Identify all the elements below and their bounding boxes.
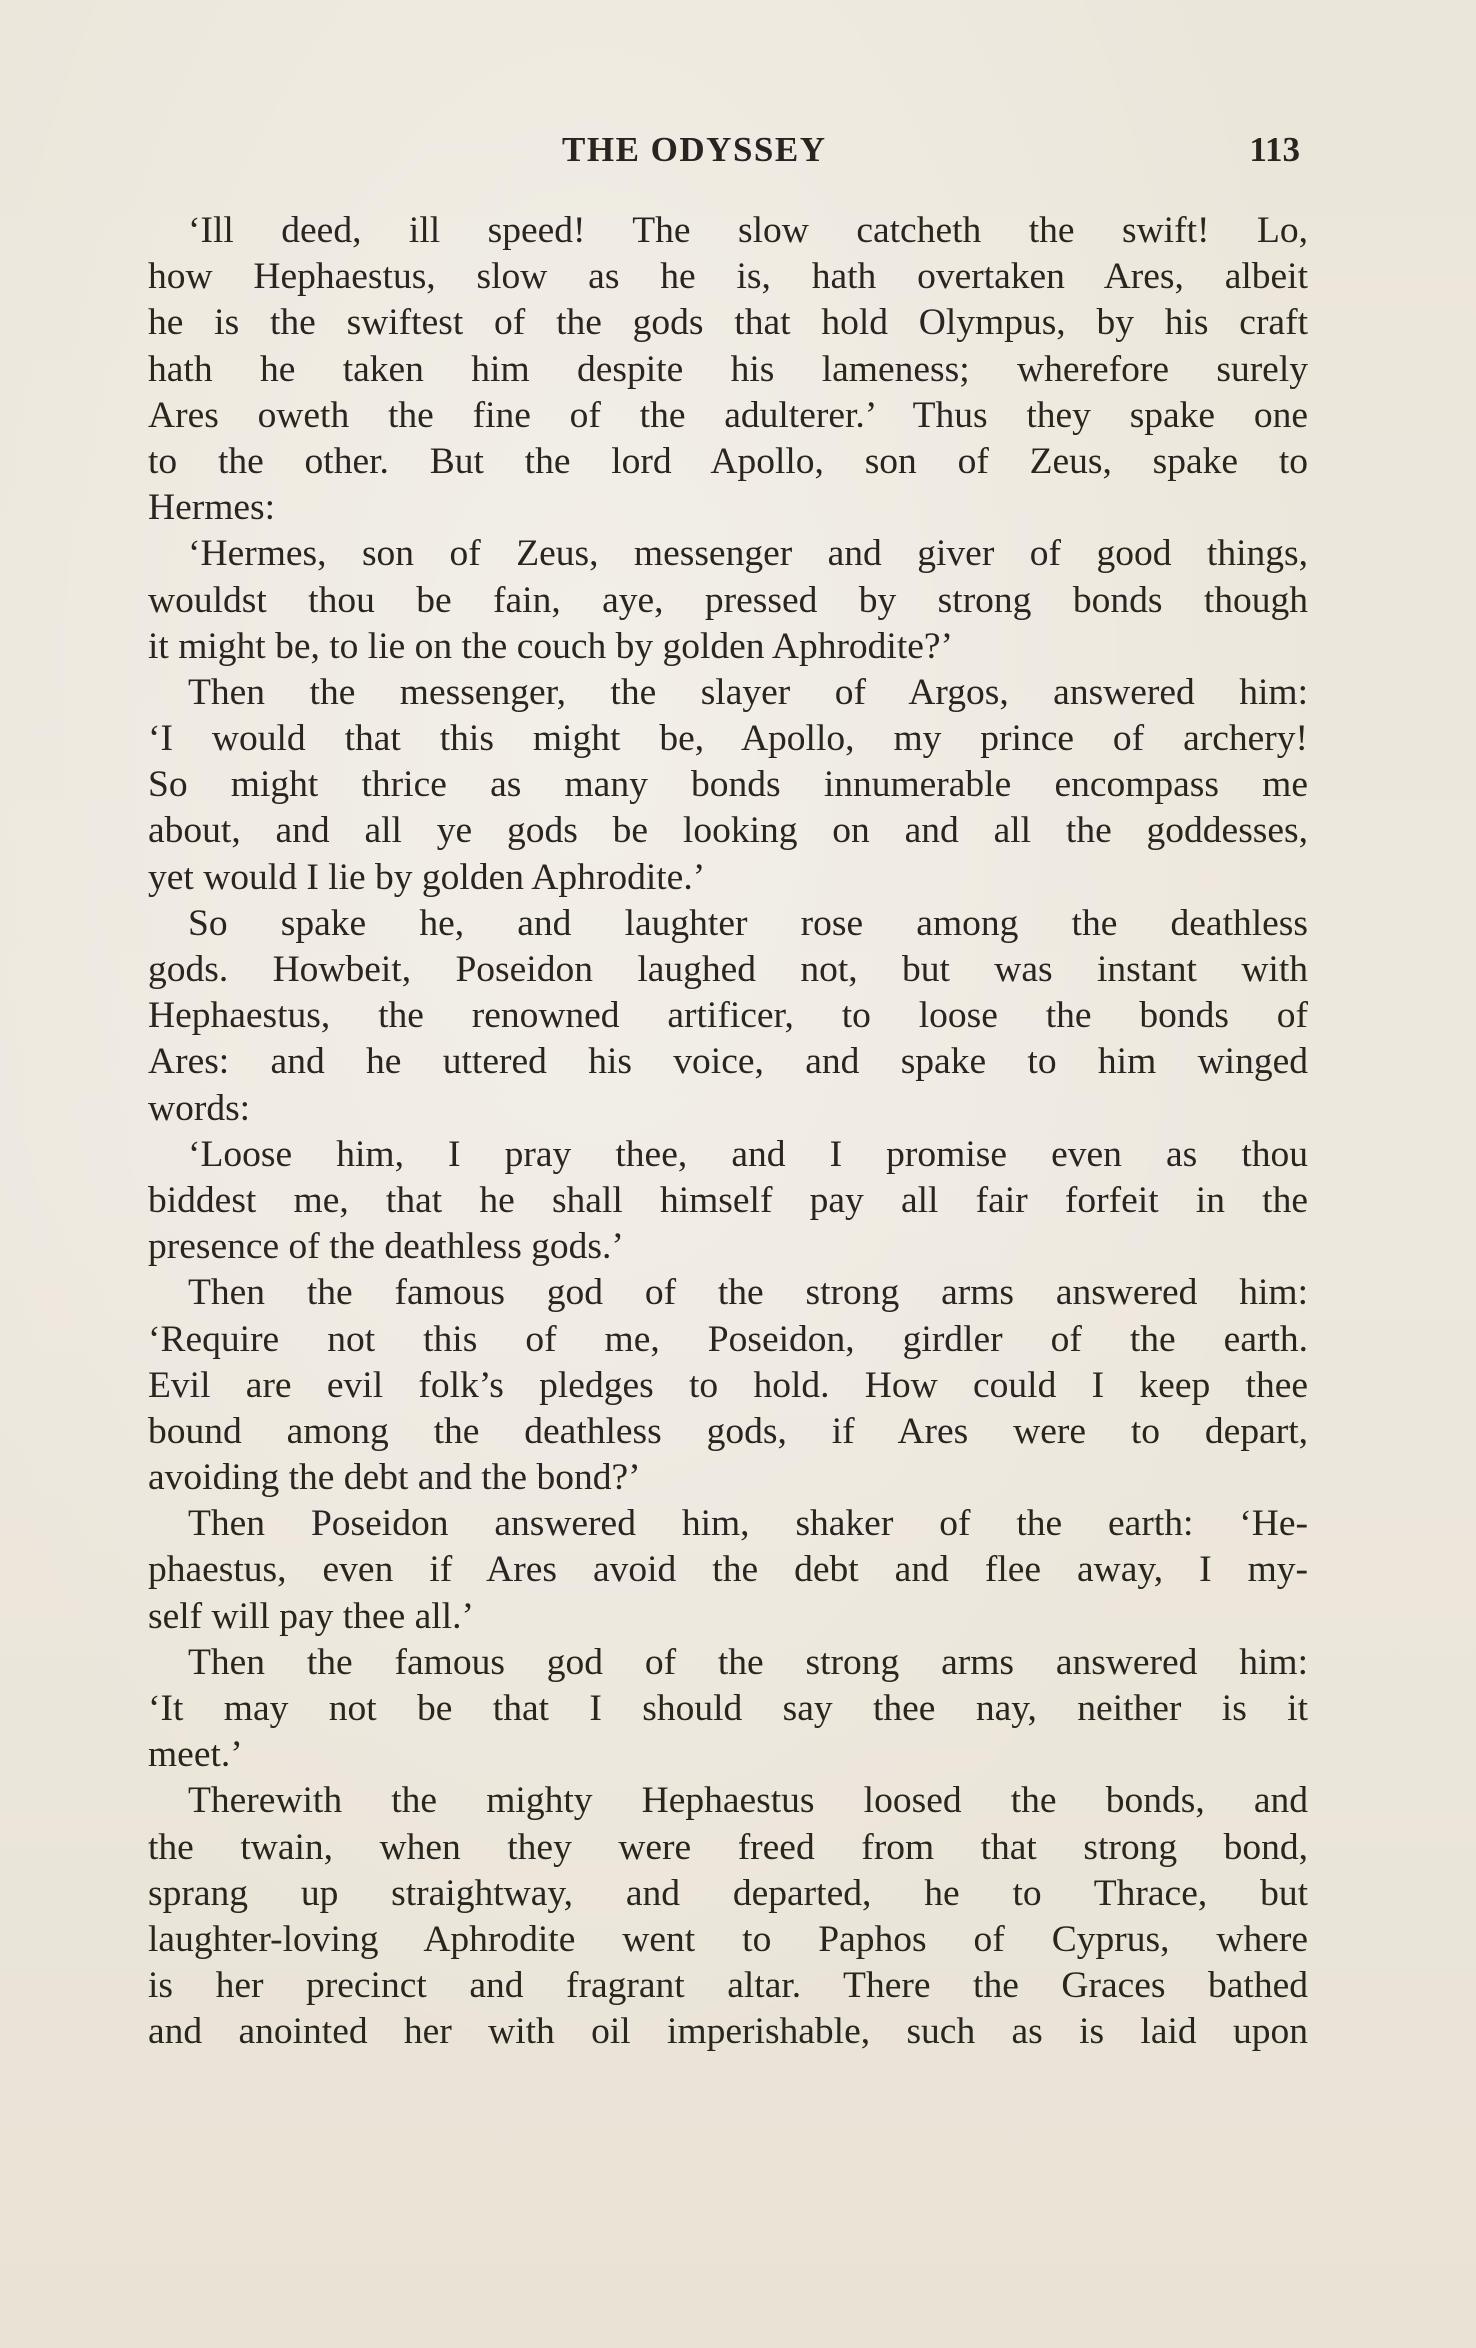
- text-line: presence of the deathless gods.’: [148, 1226, 624, 1268]
- text-line: Therewith the mighty Hephaestus loosed the bonds, and: [188, 1780, 1308, 1822]
- text-line: Hephaestus, the renowned artificer, to loose the bonds of: [148, 995, 1308, 1037]
- text-line: ‘Require not this of me, Poseidon, girdler of the earth.: [148, 1318, 1308, 1360]
- text-line: yet would I lie by golden Aphrodite.’: [148, 856, 706, 898]
- text-line: Then the messenger, the slayer of Argos, answered him:: [188, 671, 1308, 713]
- text-line: gods. Howbeit, Poseidon laughed not, but was instant with: [148, 949, 1308, 990]
- running-head: [150, 130, 1300, 182]
- text-line: Then the famous god of the strong arms answered him:: [188, 1641, 1308, 1683]
- text-line: self will pay thee all.’: [148, 1595, 474, 1637]
- text-line: avoiding the debt and the bond?’: [148, 1457, 641, 1499]
- text-line: Then the famous god of the strong arms answered him:: [188, 1272, 1308, 1314]
- text-line: the twain, when they were freed from that strong bond,: [148, 1826, 1308, 1868]
- text-line: ‘Ill deed, ill speed! The slow catcheth the swift! Lo,: [188, 210, 1308, 251]
- body-text: [148, 208, 1308, 2056]
- text-line: words:: [148, 1087, 251, 1129]
- text-line: about, and all ye gods be looking on and all the goddesses,: [148, 810, 1308, 852]
- text-line: Evil are evil folk’s pledges to hold. How could I keep thee: [148, 1364, 1308, 1406]
- text-line: wouldst thou be fain, aye, pressed by strong bonds though: [148, 579, 1308, 621]
- text-line: Ares oweth the fine of the adulterer.’ Thus they spake one: [148, 394, 1308, 436]
- text-line: how Hephaestus, slow as he is, hath overtaken Ares, albeit: [148, 256, 1308, 298]
- text-line: So might thrice as many bonds innumerable encompass me: [148, 764, 1308, 806]
- text-line: meet.’: [148, 1734, 243, 1776]
- text-line: it might be, to lie on the couch by golden Aphrodite?’: [148, 625, 954, 667]
- text-line: ‘Loose him, I pray thee, and I promise even as thou: [188, 1133, 1308, 1175]
- text-line: he is the swiftest of the gods that hold Olympus, by his craft: [148, 302, 1308, 344]
- text-line: Then Poseidon answered him, shaker of the earth: ‘He-: [188, 1503, 1308, 1545]
- text-line: laughter-loving Aphrodite went to Paphos of Cyprus, where: [148, 1918, 1308, 1960]
- text-line: and anointed her with oil imperishable, such as is laid upon: [148, 2011, 1308, 2053]
- text-line: hath he taken him despite his lameness; wherefore surely: [148, 348, 1308, 390]
- text-line: Ares: and he uttered his voice, and spake to him winged: [148, 1041, 1308, 1083]
- text-line: is her precinct and fragrant altar. There the Graces bathed: [148, 1965, 1308, 2007]
- text-line: ‘Hermes, son of Zeus, messenger and giver of good things,: [188, 533, 1308, 575]
- text-line: bound among the deathless gods, if Ares were to depart,: [148, 1410, 1308, 1452]
- text-line: biddest me, that he shall himself pay all fair forfeit in the: [148, 1179, 1308, 1221]
- page-number: 113: [1249, 130, 1300, 169]
- running-title: THE ODYSSEY: [562, 130, 827, 169]
- text-line: to the other. But the lord Apollo, son of Zeus, spake to: [148, 440, 1308, 482]
- text-line: So spake he, and laughter rose among the deathless: [188, 902, 1308, 944]
- text-line: phaestus, even if Ares avoid the debt and flee away, I my-: [148, 1549, 1308, 1591]
- text-line: sprang up straightway, and departed, he to Thrace, but: [148, 1872, 1308, 1914]
- text-line: Hermes:: [148, 487, 276, 529]
- text-line: ‘I would that this might be, Apollo, my prince of archery!: [148, 718, 1308, 760]
- text-line: ‘It may not be that I should say thee nay, neither is it: [148, 1688, 1308, 1729]
